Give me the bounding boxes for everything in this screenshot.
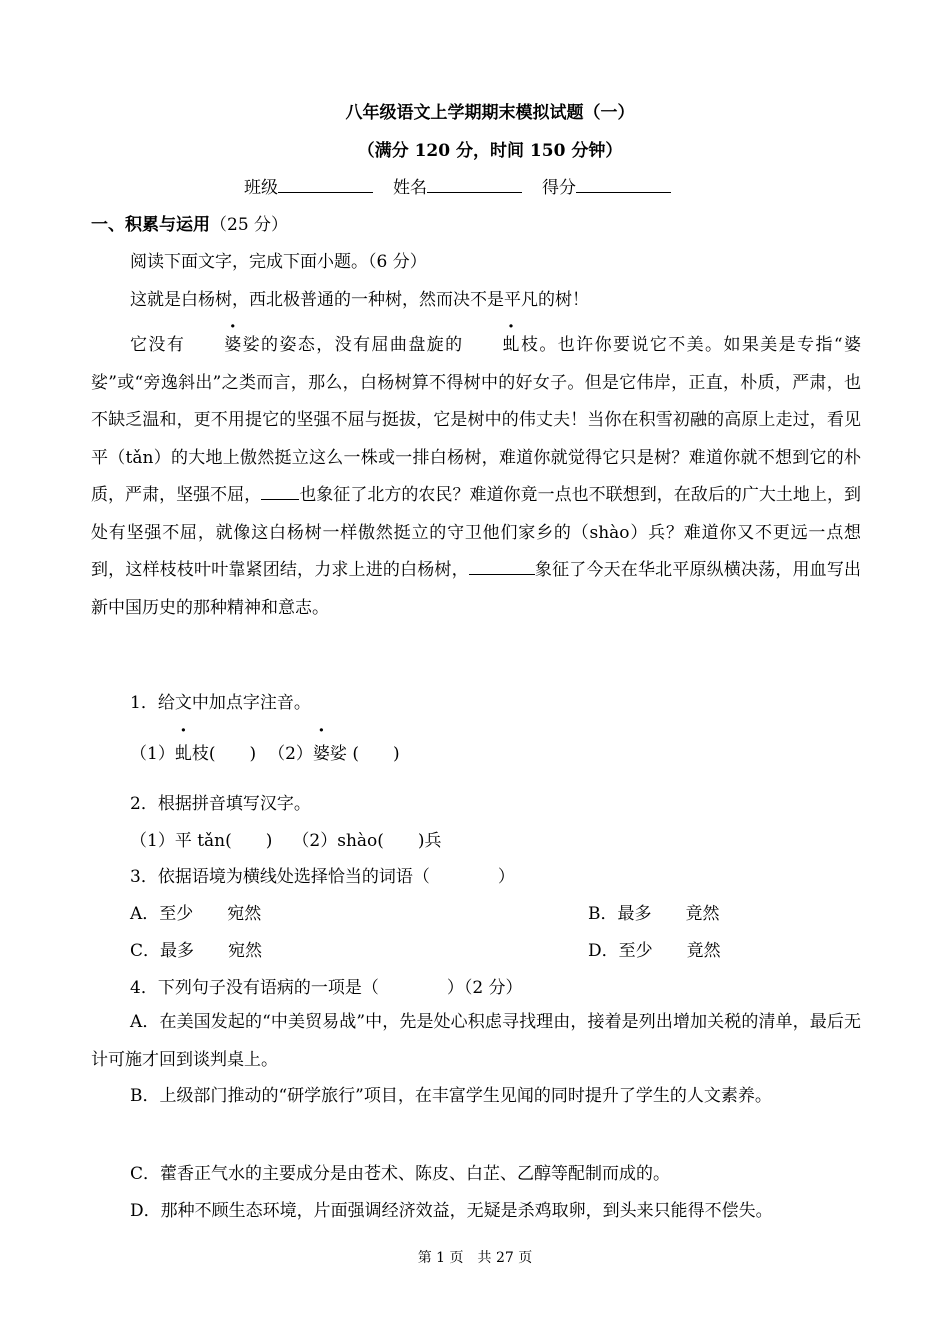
score-blank[interactable] <box>576 174 671 193</box>
reading-instruction: 阅读下面文字，完成下面小题。（6 分） <box>130 252 427 272</box>
dotted-char-po: 婆 <box>224 335 242 355</box>
exam-subtitle: （满分 120 分，时间 150 分钟） <box>357 141 623 161</box>
q2-item-b: （2）shào( )兵 <box>292 831 442 851</box>
class-label: 班级 <box>244 178 278 198</box>
q4-option-a[interactable]: A．在美国发起的“中美贸易战”中，先是处心积虑寻找理由，接着是列出增加关税的清单，最后无计可施才回到谈判桌上。 <box>91 1012 861 1070</box>
q4-option-b[interactable]: B．上级部门推动的“研学旅行”项目，在丰富学生见闻的同时提升了学生的人文素养。 <box>130 1086 772 1106</box>
q3-option-a[interactable]: A．至少 宛然 <box>130 904 262 924</box>
fill-blank-2[interactable] <box>469 556 535 575</box>
q4-option-d[interactable]: D．那种不顾生态环境，片面强调经济效益，无疑是杀鸡取卵，到头来只能得不偿失。 <box>130 1201 773 1221</box>
q1-dotted-po: 婆 <box>312 744 330 764</box>
reading-paragraph: 它没有 婆娑的姿态，没有屈曲盘旋的 虬枝。也许你要说它不美。如果美是专指“婆娑”或“旁逸斜出”之类而言，那么，白杨树算不得树中的好女子。但是它伟岸，正直，朴质，严肃，也不缺乏温和，更不用提它的坚强不屈与挺拔，它是树中的伟丈夫！当你在积雪初融的高原上走过，看见平（tǎn）的大地上傲然挺立这么一株或一排白杨树，难道你就觉得它只是树？难道你就不想到它的朴质，严肃，坚强不屈， 也象征了北方的农民？难道你竟一点也不联想到，在敌后的广大土地上，到处有坚强不屈，就像这白杨树一样傲然挺立的守卫他们家乡的（shào）兵？难道你又不更远一点想到，这样枝枝叶叶靠紧团结，力求上进的白杨树， 象征了今天在华北平原纵横决荡，用血写出新中国历史的那种精神和意志。 <box>91 327 861 627</box>
fill-blank-1[interactable] <box>261 481 299 500</box>
q1-dotted-qiu: 虬 <box>174 744 192 764</box>
score-label: 得分 <box>542 178 576 198</box>
q1-stem: 1．给文中加点字注音。 <box>130 693 311 713</box>
q2-item-a: （1）平 tǎn( ) <box>130 831 273 851</box>
q2-items <box>130 826 442 851</box>
q1-items: （1）虬枝( ) （2）婆娑 ( ) <box>130 739 400 764</box>
reading-line-1: 这就是白杨树，西北极普通的一种树，然而决不是平凡的树！ <box>130 290 589 310</box>
class-blank[interactable] <box>278 174 373 193</box>
q2-stem: 2．根据拼音填写汉字。 <box>130 794 311 814</box>
q4-stem: 4．下列句子没有语病的一项是（ ）（2 分） <box>130 978 523 998</box>
section-heading <box>91 210 288 235</box>
q3-option-d[interactable]: D．至少 竟然 <box>588 941 721 961</box>
section-points: （25 分） <box>210 215 289 235</box>
name-label: 姓名 <box>393 178 427 198</box>
q4-option-c[interactable]: C．藿香正气水的主要成分是由苍术、陈皮、白芷、乙醇等配制而成的。 <box>130 1164 671 1184</box>
name-blank[interactable] <box>427 174 522 193</box>
q3-stem: 3．依据语境为横线处选择恰当的词语（ ） <box>130 867 515 887</box>
page-number: 第 1 页 共 27 页 <box>417 1250 533 1266</box>
exam-title: 八年级语文上学期期末模拟试题（一） <box>345 103 635 123</box>
q3-option-b[interactable]: B．最多 竟然 <box>588 904 720 924</box>
section-title: 一、积累与运用 <box>91 215 210 235</box>
dotted-char-qiu: 虬 <box>502 335 520 355</box>
student-info-line <box>244 173 671 198</box>
q3-option-c[interactable]: C．最多 宛然 <box>130 941 263 961</box>
